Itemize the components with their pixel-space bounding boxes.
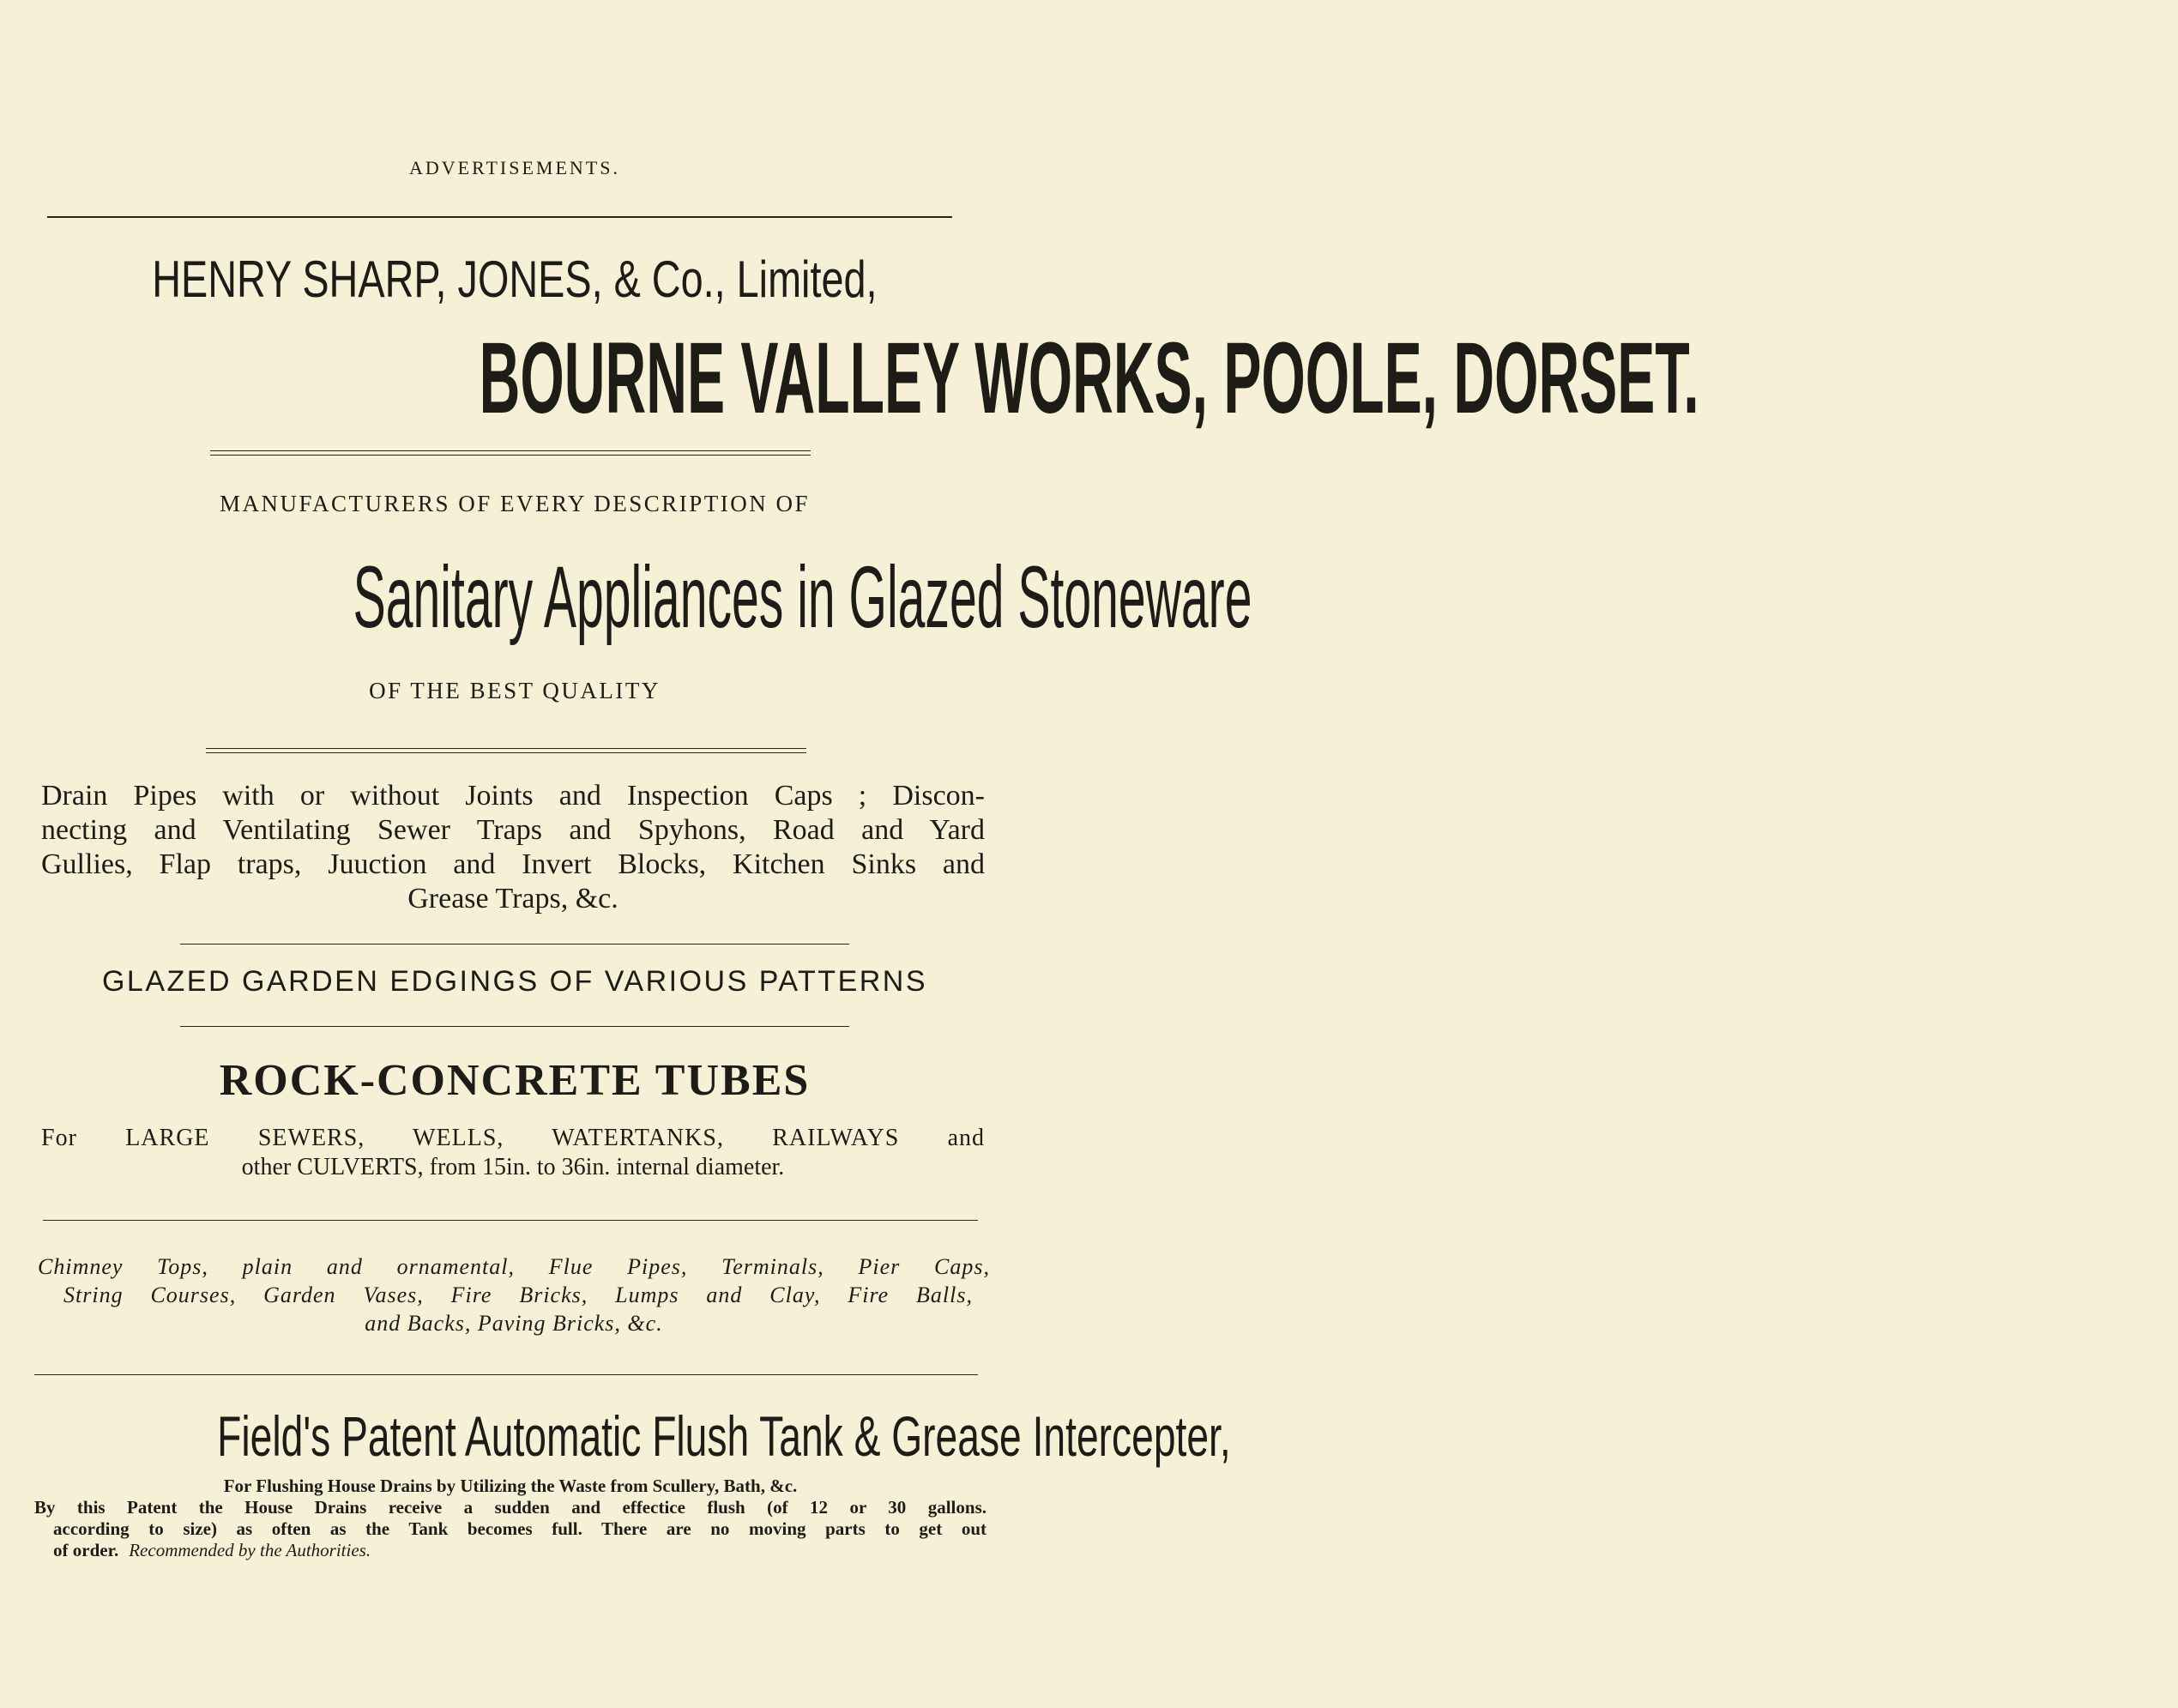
page-header: ADVERTISEMENTS. <box>409 157 620 178</box>
sanitary-headline-text: Sanitary Appliances in Glazed Stoneware <box>353 548 1252 646</box>
manufacturers-line: MANUFACTURERS OF EVERY DESCRIPTION OF <box>219 491 811 516</box>
flush-line: according to size) as often as the Tank becomes full. There are no moving parts to get out <box>53 1518 986 1539</box>
flush-tank-headline <box>0 1403 1231 1469</box>
divider <box>180 944 849 945</box>
chimney-line: Chimney Tops, plain and ornamental, Flue Pipes, Terminals, Pier Caps, <box>38 1254 990 1279</box>
drain-pipes-paragraph <box>41 779 985 916</box>
rock-concrete-headline: ROCK-CONCRETE TUBES <box>219 1056 811 1105</box>
sanitary-headline <box>0 548 1252 646</box>
divider <box>180 1026 849 1027</box>
rock-detail-line: other CULVERTS, from 15in. to 36in. internal diameter. <box>241 1154 785 1180</box>
rock-detail-line: For LARGE SEWERS, WELLS, WATERTANKS, RAILWAYS and <box>41 1125 985 1151</box>
drain-line: Gullies, Flap traps, Juuction and Invert Blocks, Kitchen Sinks and <box>41 848 985 880</box>
chimney-line: String Courses, Garden Vases, Fire Bricks, Lumps and Clay, Fire Balls, <box>63 1283 973 1307</box>
garden-edgings-line: GLAZED GARDEN EDGINGS OF VARIOUS PATTERNS <box>101 965 928 998</box>
flush-line: By this Patent the House Drains receive a sudden and effectice flush (of 12 or 30 gallons. <box>34 1497 986 1518</box>
divider <box>47 216 952 218</box>
quality-line: OF THE BEST QUALITY <box>369 678 661 703</box>
drain-line: Grease Traps, &c. <box>407 883 618 914</box>
flush-line: For Flushing House Drains by Utilizing the Waste from Scullery, Bath, &c. <box>223 1476 798 1496</box>
divider <box>206 748 806 749</box>
works-address-text: BOURNE VALLEY WORKS, POOLE, DORSET. <box>479 322 1699 435</box>
flush-line: of order. <box>53 1540 119 1560</box>
drain-line: necting and Ventilating Sewer Traps and Spyhons, Road and Yard <box>41 814 985 846</box>
divider <box>210 450 811 451</box>
divider <box>34 1374 978 1375</box>
flush-last-line <box>34 1540 986 1561</box>
company-name-text: HENRY SHARP, JONES, & Co., Limited, <box>152 250 878 308</box>
chimney-products-paragraph <box>38 1252 990 1337</box>
flush-tank-paragraph <box>34 1476 986 1561</box>
flush-tank-headline-text: Field's Patent Automatic Flush Tank & Grease Intercepter, <box>217 1404 1231 1468</box>
chimney-line: and Backs, Paving Bricks, &c. <box>365 1311 663 1336</box>
drain-line: Drain Pipes with or without Joints and Inspection Caps ; Discon- <box>41 780 985 812</box>
works-address <box>0 322 1699 435</box>
divider <box>43 1220 978 1221</box>
rock-concrete-details <box>41 1124 985 1182</box>
recommended-note: Recommended by the Authorities. <box>129 1540 371 1560</box>
company-name <box>0 249 1029 311</box>
divider <box>210 455 811 456</box>
divider <box>206 752 806 753</box>
